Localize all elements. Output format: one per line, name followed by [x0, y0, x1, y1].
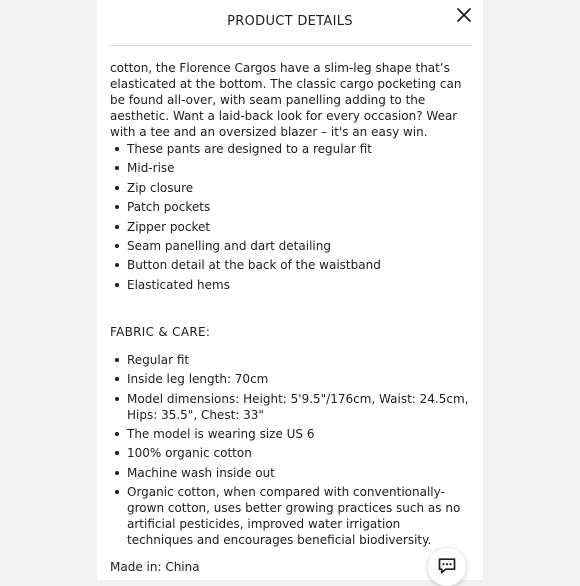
list-item: These pants are designed to a regular fit: [110, 141, 470, 157]
list-item: Elasticated hems: [110, 277, 470, 293]
product-details-panel: [97, 0, 483, 580]
chat-bubble-icon: [437, 556, 457, 576]
close-icon: [454, 5, 474, 25]
close-button[interactable]: [454, 5, 474, 25]
list-item: Zipper pocket: [110, 219, 470, 235]
feature-list: [110, 141, 470, 293]
description-text: cotton, the Florence Cargos have a slim-leg shape that’s elasticated at the bottom. The classic cargo pocketing can be found all-over, with seam panelling adding to the aesthetic. Want a laid-back look for every occasion? Wear with a tee and an oversized blazer – it's an easy win.: [110, 61, 462, 139]
list-item: 100% organic cotton: [110, 445, 470, 461]
details-content: [110, 60, 470, 575]
list-item: Patch pockets: [110, 199, 470, 215]
list-item: Zip closure: [110, 180, 470, 196]
made-in-text: Made in: China: [110, 560, 200, 575]
list-item: The model is wearing size US 6: [110, 426, 470, 442]
panel-header: [97, 0, 483, 46]
page-title: PRODUCT DETAILS: [227, 14, 353, 29]
list-item: Button detail at the back of the waistband: [110, 257, 470, 273]
list-item: Inside leg length: 70cm: [110, 371, 470, 387]
list-item: Organic cotton, when compared with conventionally-grown cotton, uses better growing practices such as no artificial pesticides, improved water irrigation techniques and encourages beneficial biodiversity.: [110, 484, 470, 548]
list-item: Mid-rise: [110, 160, 470, 176]
header-divider: [109, 45, 472, 46]
chat-button[interactable]: [428, 548, 466, 586]
list-item: Machine wash inside out: [110, 465, 470, 481]
fabric-care-heading: FABRIC & CARE:: [110, 324, 211, 339]
list-item: Model dimensions: Height: 5'9.5"/176cm, Waist: 24.5cm, Hips: 35.5", Chest: 33": [110, 391, 470, 423]
list-item: Seam panelling and dart detailing: [110, 238, 470, 254]
list-item: Regular fit: [110, 352, 470, 368]
fabric-care-list: [110, 352, 470, 548]
